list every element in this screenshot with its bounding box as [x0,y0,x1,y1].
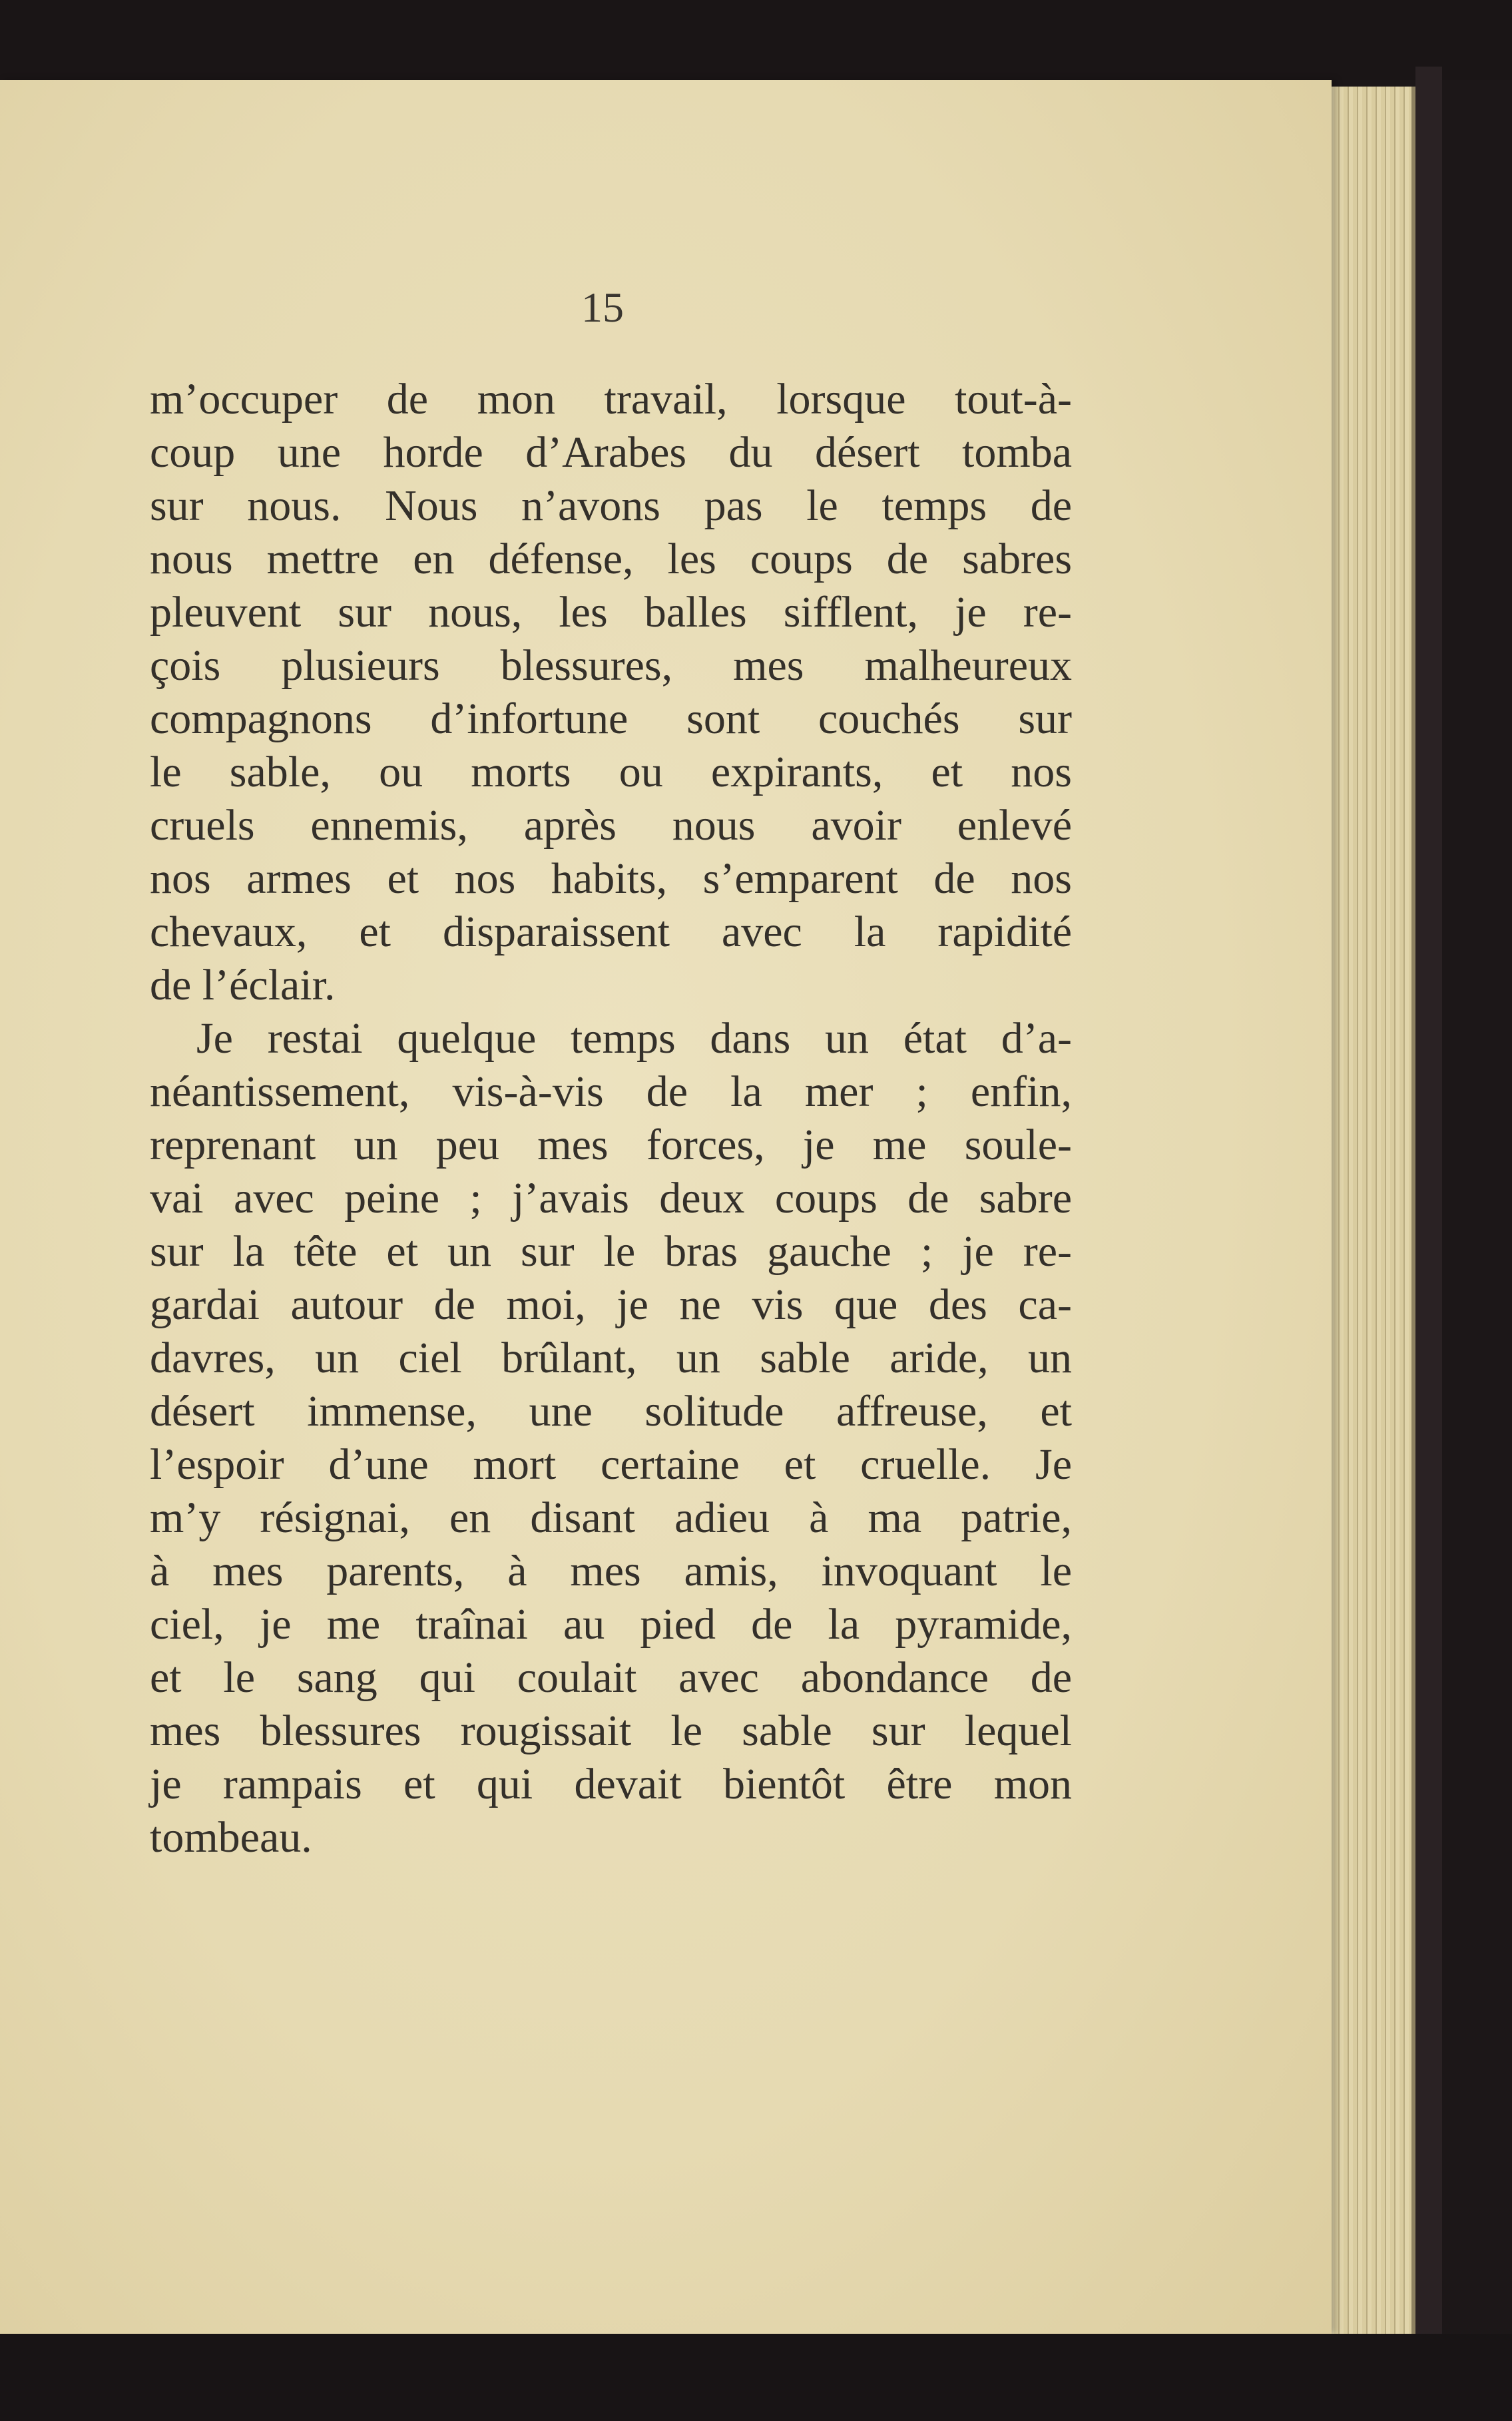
text-line: sur la tête et un sur le bras gauche ; je re- [150,1227,1072,1276]
text-line: l’espoir d’une mort certaine et cruelle. Je [150,1440,1072,1489]
text-line: çois plusieurs blessures, mes malheureux [150,641,1072,690]
text-line: chevaux, et disparaissent avec la rapidité [150,908,1072,956]
text-line: néantissement, vis-à-vis de la mer ; enfin, [150,1067,1072,1116]
text-line: ciel, je me traînai au pied de la pyramide, [150,1600,1072,1649]
text-line: et le sang qui coulait avec abondance de [150,1653,1072,1702]
text-line: désert immense, une solitude affreuse, et [150,1387,1072,1436]
text-line: sur nous. Nous n’avons pas le temps de [150,481,1072,530]
text-line: Je restai quelque temps dans un état d’a- [196,1014,1072,1063]
text-line: vai avec peine ; j’avais deux coups de sabre [150,1174,1072,1222]
body-text [150,373,1072,1864]
text-line: m’y résignai, en disant adieu à ma patrie, [150,1493,1072,1542]
text-line: coup une horde d’Arabes du désert tomba [150,428,1072,477]
text-line: reprenant un peu mes forces, je me soule- [150,1121,1072,1169]
text-line: m’occuper de mon travail, lorsque tout-à- [150,375,1072,423]
page-edges [1325,87,1415,2337]
book-cover-right [1415,67,1442,2344]
text-line: à mes parents, à mes amis, invoquant le [150,1547,1072,1595]
text-line: de l’éclair. [150,961,336,1009]
book-cover-top [0,0,1512,80]
text-line: nos armes et nos habits, s’emparent de nos [150,854,1072,903]
text-line: gardai autour de moi, je ne vis que des ca- [150,1280,1072,1329]
text-line: tombeau. [150,1813,312,1862]
text-line: mes blessures rougissait le sable sur lequel [150,1707,1072,1755]
text-line: cruels ennemis, après nous avoir enlevé [150,801,1072,850]
text-line: le sable, ou morts ou expirants, et nos [150,748,1072,796]
text-line: davres, un ciel brûlant, un sable aride, un [150,1334,1072,1382]
book-cover-bottom [0,2334,1512,2421]
text-line: pleuvent sur nous, les balles sifflent, je re- [150,588,1072,637]
text-line: nous mettre en défense, les coups de sabres [150,535,1072,583]
text-line: je rampais et qui devait bientôt être mon [150,1760,1072,1808]
text-line: compagnons d’infortune sont couchés sur [150,694,1072,743]
page-number: 15 [581,284,624,331]
